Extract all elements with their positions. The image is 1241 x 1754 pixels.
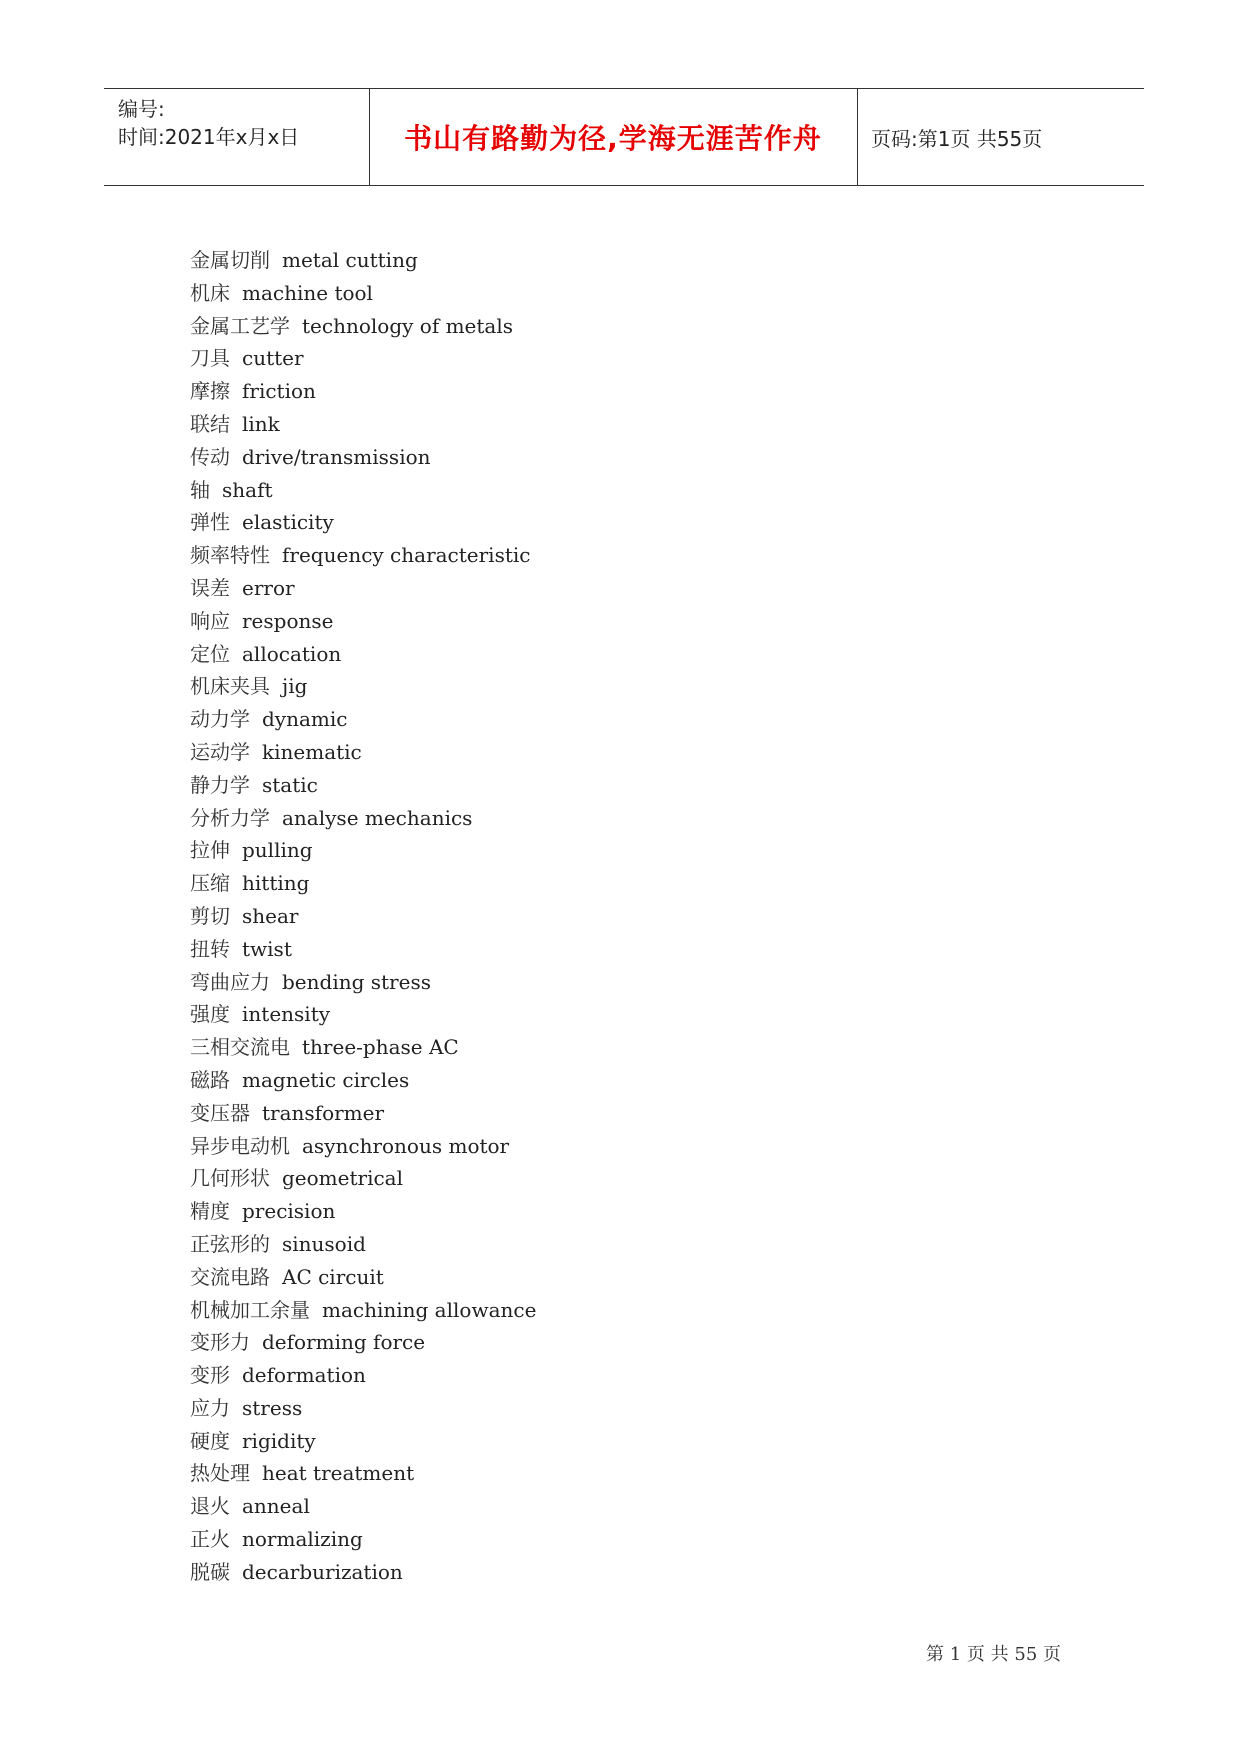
glossary-entry (190, 244, 536, 277)
glossary-entry (190, 474, 536, 507)
term-chinese: 弹性 (190, 510, 230, 535)
glossary-entry (190, 1425, 536, 1458)
glossary-entry (190, 638, 536, 671)
term-chinese: 正弦形的 (190, 1231, 270, 1256)
term-chinese: 硬度 (190, 1428, 230, 1453)
term-chinese: 磁路 (190, 1067, 230, 1092)
glossary-entry (190, 736, 536, 769)
glossary-entry (190, 1130, 536, 1163)
glossary-entry (190, 1556, 536, 1589)
term-chinese: 三相交流电 (190, 1035, 290, 1060)
term-chinese: 分析力学 (190, 805, 270, 830)
glossary-entry (190, 1097, 536, 1130)
glossary-entry (190, 998, 536, 1031)
term-english: allocation (242, 641, 342, 666)
term-english: friction (242, 379, 316, 404)
term-english: heat treatment (262, 1461, 415, 1486)
term-english: cutter (242, 346, 304, 371)
term-english: three-phase AC (302, 1035, 459, 1060)
glossary-entry (190, 1294, 536, 1327)
glossary-entry (190, 867, 536, 900)
term-chinese: 拉伸 (190, 838, 230, 863)
term-english: elasticity (242, 510, 334, 535)
term-chinese: 频率特性 (190, 543, 270, 568)
term-english: static (262, 772, 318, 797)
term-chinese: 剪切 (190, 903, 230, 928)
glossary-entry (190, 900, 536, 933)
term-chinese: 传动 (190, 444, 230, 469)
glossary-entry (190, 703, 536, 736)
term-english: frequency characteristic (282, 543, 531, 568)
glossary-entry (190, 408, 536, 441)
glossary-entry (190, 539, 536, 572)
glossary-entry (190, 1064, 536, 1097)
term-english: response (242, 608, 334, 633)
glossary-entry (190, 670, 536, 703)
term-english: decarburization (242, 1559, 403, 1584)
term-english: normalizing (242, 1527, 363, 1552)
glossary-entry (190, 375, 536, 408)
glossary-entry (190, 310, 536, 343)
term-english: twist (242, 936, 292, 961)
glossary-list (190, 244, 536, 1589)
header-page-cell (857, 89, 1144, 185)
glossary-entry (190, 1490, 536, 1523)
glossary-entry (190, 1261, 536, 1294)
document-number-label: 编号: (118, 97, 165, 121)
header-page-code: 页码:第1页 共55页 (871, 126, 1043, 151)
glossary-entry (190, 342, 536, 375)
term-english: shear (242, 903, 299, 928)
term-chinese: 压缩 (190, 871, 230, 896)
term-chinese: 强度 (190, 1002, 230, 1027)
term-chinese: 金属切削 (190, 248, 270, 272)
glossary-entry (190, 1162, 536, 1195)
term-english: magnetic circles (242, 1067, 410, 1092)
term-english: stress (242, 1395, 303, 1420)
glossary-entry (190, 506, 536, 539)
header-info-cell (104, 89, 370, 185)
term-chinese: 摩擦 (190, 379, 230, 404)
glossary-entry (190, 1031, 536, 1064)
term-chinese: 交流电路 (190, 1264, 270, 1289)
term-chinese: 热处理 (190, 1461, 250, 1486)
term-english: link (242, 411, 280, 436)
term-english: sinusoid (282, 1231, 366, 1256)
page-header (104, 88, 1144, 186)
term-english: metal cutting (282, 248, 418, 272)
glossary-entry (190, 441, 536, 474)
glossary-entry (190, 1359, 536, 1392)
glossary-entry (190, 1457, 536, 1490)
term-chinese: 变压器 (190, 1100, 250, 1125)
term-english: bending stress (282, 969, 431, 994)
term-chinese: 机床夹具 (190, 674, 270, 699)
term-english: pulling (242, 838, 313, 863)
term-chinese: 金属工艺学 (190, 313, 290, 338)
term-english: intensity (242, 1002, 331, 1027)
term-chinese: 机床 (190, 280, 230, 305)
glossary-entry (190, 834, 536, 867)
header-motto-cell (369, 89, 858, 185)
term-english: jig (282, 674, 308, 699)
term-english: error (242, 575, 295, 600)
term-english: kinematic (262, 739, 362, 764)
glossary-entry (190, 1326, 536, 1359)
page-footer: 第 1 页 共 55 页 (926, 1644, 1061, 1665)
term-english: AC circuit (282, 1264, 384, 1289)
term-chinese: 运动学 (190, 739, 250, 764)
term-english: deforming force (262, 1330, 426, 1355)
term-english: machine tool (242, 280, 373, 305)
term-chinese: 定位 (190, 641, 230, 666)
term-chinese: 正火 (190, 1527, 230, 1552)
term-english: anneal (242, 1494, 310, 1519)
glossary-entry (190, 572, 536, 605)
term-english: dynamic (262, 707, 348, 732)
term-english: asynchronous motor (302, 1133, 510, 1158)
term-english: hitting (242, 871, 310, 896)
term-chinese: 动力学 (190, 707, 250, 732)
term-chinese: 脱碳 (190, 1559, 230, 1584)
term-english: geometrical (282, 1166, 403, 1191)
term-chinese: 联结 (190, 411, 230, 436)
glossary-entry (190, 769, 536, 802)
glossary-entry (190, 1195, 536, 1228)
term-chinese: 轴 (190, 477, 210, 502)
term-english: drive/transmission (242, 444, 431, 469)
glossary-entry (190, 1392, 536, 1425)
document-time-label: 时间:2021年x月x日 (118, 125, 300, 149)
glossary-entry (190, 1228, 536, 1261)
term-chinese: 误差 (190, 575, 230, 600)
term-english: technology of metals (302, 313, 513, 338)
header-motto: 书山有路勤为径,学海无涯苦作舟 (404, 122, 822, 155)
term-chinese: 退火 (190, 1494, 230, 1519)
term-english: transformer (262, 1100, 385, 1125)
term-chinese: 刀具 (190, 346, 230, 371)
term-chinese: 应力 (190, 1395, 230, 1420)
term-chinese: 静力学 (190, 772, 250, 797)
term-english: rigidity (242, 1428, 316, 1453)
term-chinese: 弯曲应力 (190, 969, 270, 994)
term-english: deformation (242, 1363, 366, 1388)
term-chinese: 响应 (190, 608, 230, 633)
term-english: precision (242, 1199, 336, 1224)
term-chinese: 变形力 (190, 1330, 250, 1355)
term-chinese: 精度 (190, 1199, 230, 1224)
glossary-entry (190, 933, 536, 966)
glossary-entry (190, 966, 536, 999)
term-chinese: 几何形状 (190, 1166, 270, 1191)
term-chinese: 扭转 (190, 936, 230, 961)
term-english: shaft (222, 477, 273, 502)
term-chinese: 机械加工余量 (190, 1297, 310, 1322)
term-english: analyse mechanics (282, 805, 473, 830)
glossary-entry (190, 802, 536, 835)
term-chinese: 变形 (190, 1363, 230, 1388)
glossary-entry (190, 605, 536, 638)
term-english: machining allowance (322, 1297, 537, 1322)
glossary-entry (190, 277, 536, 310)
glossary-entry (190, 1523, 536, 1556)
term-chinese: 异步电动机 (190, 1133, 290, 1158)
